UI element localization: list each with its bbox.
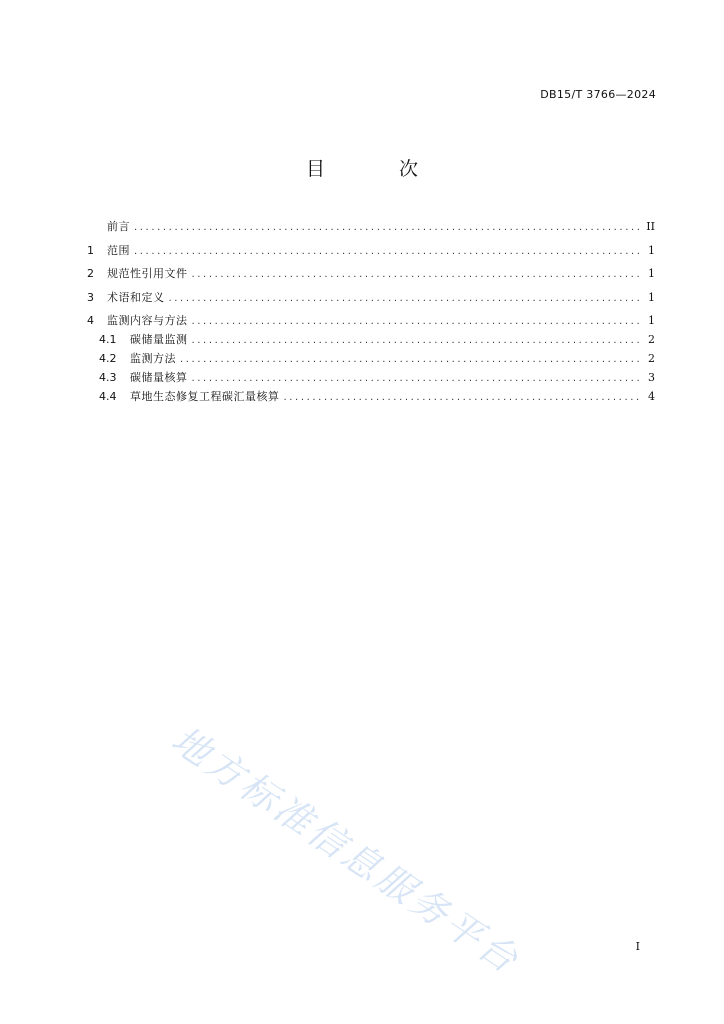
toc-entry-page: 4 (648, 390, 655, 403)
toc-dot-leader (192, 370, 642, 388)
toc-entry-number: 4.4 (99, 390, 117, 403)
toc-entry-page: 1 (648, 243, 655, 257)
toc-entry-label: 碳储量监测 (130, 333, 188, 346)
toc-entry-number: 3 (87, 290, 94, 304)
page-number: I (635, 940, 640, 953)
toc-entry-label: 术语和定义 (107, 290, 165, 304)
toc-entry-label: 草地生态修复工程碳汇量核算 (130, 390, 280, 403)
toc-entry-monitoring-method[interactable] (87, 350, 655, 368)
toc-entry-page: 1 (648, 314, 655, 327)
toc-dot-leader (134, 243, 641, 261)
toc-dot-leader (192, 266, 642, 284)
toc-entry-carbon-storage-accounting[interactable] (87, 369, 655, 387)
toc-entry-page: 3 (648, 371, 655, 384)
toc-entry-terms-definitions[interactable] (87, 289, 655, 307)
toc-entry-scope[interactable] (87, 242, 655, 260)
toc-dot-leader (192, 332, 642, 350)
toc-entry-page: II (646, 220, 655, 233)
toc-dot-leader (169, 290, 642, 308)
toc-entry-number: 4.3 (99, 371, 117, 384)
toc-dot-leader (134, 219, 641, 237)
document-code: DB15/T 3766—2024 (540, 88, 656, 101)
toc-dot-leader (192, 313, 642, 331)
toc-entry-page: 2 (648, 352, 655, 365)
toc-entry-label: 范围 (107, 243, 130, 257)
toc-entry-page: 2 (648, 333, 655, 346)
toc-entry-number: 4 (87, 314, 94, 327)
toc-entry-page: 1 (648, 290, 655, 304)
toc-entry-carbon-sink-accounting[interactable] (87, 388, 655, 406)
toc-entry-label: 监测方法 (130, 352, 176, 365)
toc-entry-label: 碳储量核算 (130, 371, 188, 384)
toc-entry-label: 规范性引用文件 (107, 267, 188, 280)
toc-entry-foreword[interactable] (87, 218, 655, 236)
toc-entry-page: 1 (648, 267, 655, 280)
toc-entry-number: 2 (87, 267, 94, 280)
toc-entry-carbon-storage-monitoring[interactable] (87, 331, 655, 349)
toc-dot-leader (284, 389, 642, 407)
toc-entry-number: 1 (87, 243, 94, 257)
toc-title: 目 次 (305, 158, 453, 180)
toc-entry-label: 监测内容与方法 (107, 314, 188, 327)
toc-entry-number: 4.1 (99, 333, 117, 346)
toc-entry-label: 前言 (107, 220, 130, 233)
toc-dot-leader (180, 351, 641, 369)
toc-entry-number: 4.2 (99, 352, 117, 365)
toc-entry-normative-references[interactable] (87, 265, 655, 283)
platform-watermark: 地方标准信息服务平台 (164, 718, 528, 983)
table-of-contents (87, 218, 655, 406)
toc-entry-monitoring-methods[interactable] (87, 312, 655, 330)
